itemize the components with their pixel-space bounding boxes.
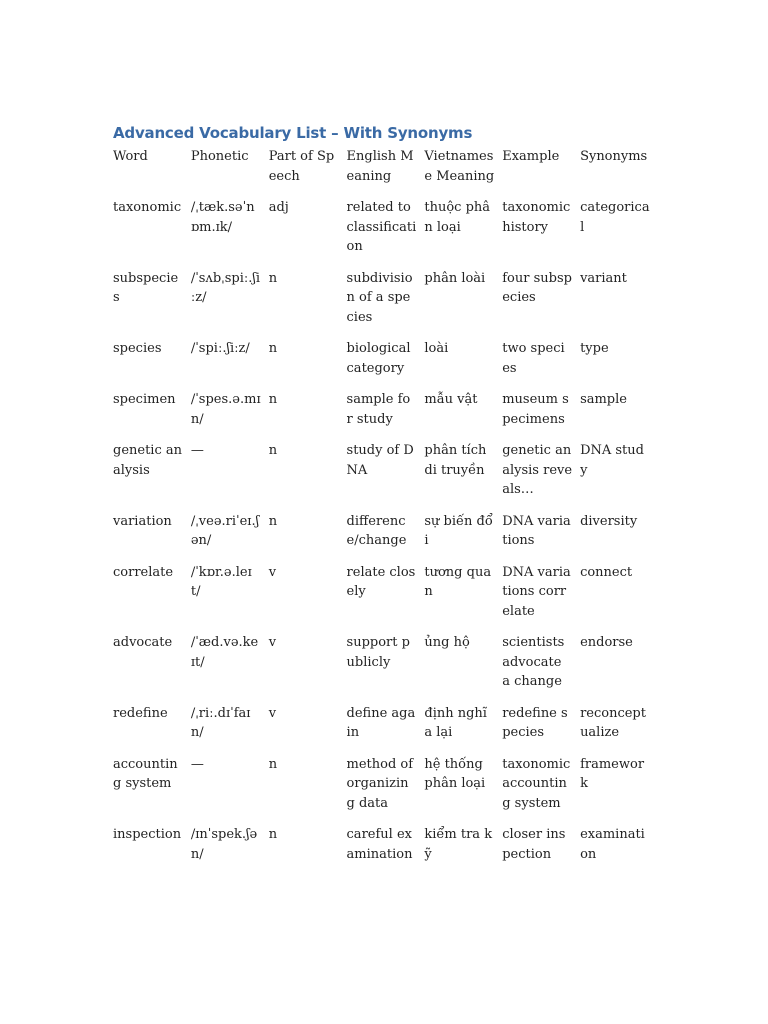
cell-word: inspection [113,827,182,842]
cell-vietnamese-meaning: loài [424,341,449,356]
cell-phonetic: /ˌtæk.səˈnɒm.ɪk/ [190,200,255,235]
header-word: Word [113,149,148,164]
cell-english-meaning: define again [346,705,416,740]
cell-english-meaning: careful examination [346,827,413,862]
table-row [113,390,658,441]
cell-example: genetic analysis reveals… [502,443,573,497]
cell-english-meaning: support publicly [346,635,410,670]
cell-part-of-speech: v [268,564,277,580]
table-row [113,633,658,704]
table-row [113,198,658,269]
cell-word: subspecies [113,270,179,305]
cell-word: taxonomic [113,200,182,215]
table-row [113,825,658,876]
cell-part-of-speech: n [268,270,278,286]
cell-vietnamese-meaning: mẫu vật [424,392,478,407]
cell-phonetic: /ˈspes.ə.mɪn/ [190,392,261,427]
table-row [113,339,658,390]
cell-synonyms: connect [580,564,633,580]
cell-english-meaning: subdivision of a species [346,270,413,325]
cell-synonyms: DNA study [580,443,644,478]
cell-part-of-speech: v [268,635,277,650]
header-example: Example [502,149,560,164]
cell-example: closer inspection [502,827,566,862]
header-phonetic: Phonetic [190,149,249,164]
cell-synonyms: framework [580,756,645,791]
table-header-row [113,147,658,198]
cell-synonyms: variant [580,270,627,286]
cell-english-meaning: sample for study [346,392,411,427]
cell-word: species [113,341,162,356]
cell-vietnamese-meaning: sự biến đổi [424,513,493,548]
cell-english-meaning: difference/change [346,513,407,548]
cell-synonyms: sample [580,392,627,407]
cell-english-meaning: related to classification [346,200,417,254]
header-english-meaning: English Meaning [346,149,414,184]
cell-vietnamese-meaning: tương quan [424,564,492,599]
table-row [113,441,658,512]
header-vietnamese-meaning: Vietnamese Meaning [424,149,495,184]
cell-part-of-speech: v [268,705,277,721]
cell-english-meaning: biological category [346,341,411,376]
cell-word: accounting system [113,756,178,791]
cell-english-meaning: method of organizing data [346,756,414,811]
cell-example: DNA variations correlate [502,564,571,619]
cell-phonetic: /ˌriː.dɪˈfaɪn/ [190,705,251,740]
cell-example: scientists advocate a change [502,635,565,689]
cell-part-of-speech: n [268,756,278,772]
header-synonyms: Synonyms [580,149,648,164]
cell-example: taxonomic history [502,200,571,235]
cell-phonetic: — [190,756,204,772]
cell-vietnamese-meaning: kiểm tra kỹ [424,827,493,862]
cell-phonetic: /ˈspiː.ʃiːz/ [190,341,250,356]
table-row [113,563,658,634]
cell-vietnamese-meaning: ủng hộ [424,635,470,650]
cell-vietnamese-meaning: phân loài [424,270,486,286]
cell-example: two species [502,341,565,376]
cell-english-meaning: relate closely [346,564,416,599]
cell-synonyms: diversity [580,513,638,529]
cell-part-of-speech: n [268,513,278,529]
cell-phonetic: — [190,443,204,458]
table-body [113,198,658,876]
table-row [113,512,658,563]
cell-phonetic: /ɪnˈspek.ʃən/ [190,827,258,862]
cell-example: taxonomic accounting system [502,756,571,811]
cell-part-of-speech: n [268,392,278,407]
cell-example: museum specimens [502,392,569,427]
table-row [113,755,658,826]
cell-synonyms: type [580,341,609,356]
cell-phonetic: /ˈsʌbˌspiː.ʃiːz/ [190,270,261,305]
cell-phonetic: /ˈkɒr.ə.leɪt/ [190,564,252,599]
cell-phonetic: /ˌveə.riˈeɪ.ʃən/ [190,513,260,548]
cell-part-of-speech: adj [268,200,289,215]
cell-english-meaning: study of DNA [346,443,414,478]
cell-phonetic: /ˈæd.və.keɪt/ [190,635,259,670]
table-row [113,269,658,340]
vocabulary-table [113,147,658,876]
cell-word: specimen [113,392,176,407]
document-page [113,124,658,876]
cell-word: correlate [113,564,174,580]
cell-part-of-speech: n [268,443,278,458]
cell-synonyms: categorical [580,200,650,235]
cell-example: DNA variations [502,513,571,548]
cell-vietnamese-meaning: phân tích di truyền [424,443,487,478]
cell-synonyms: endorse [580,635,633,650]
cell-vietnamese-meaning: định nghĩa lại [424,705,487,740]
cell-example: redefine species [502,705,568,740]
cell-part-of-speech: n [268,827,278,842]
cell-word: genetic analysis [113,443,182,478]
document-title: Advanced Vocabulary List – With Synonyms [113,124,473,142]
cell-word: variation [113,513,172,529]
cell-word: advocate [113,635,173,650]
cell-synonyms: reconceptualize [580,705,646,740]
cell-word: redefine [113,705,168,721]
cell-part-of-speech: n [268,341,278,356]
cell-vietnamese-meaning: hệ thống phân loại [424,756,486,791]
cell-synonyms: examination [580,827,645,862]
cell-vietnamese-meaning: thuộc phân loại [424,200,491,235]
header-part-of-speech: Part of Speech [268,149,335,184]
cell-example: four subspecies [502,270,572,305]
table-row [113,704,658,755]
